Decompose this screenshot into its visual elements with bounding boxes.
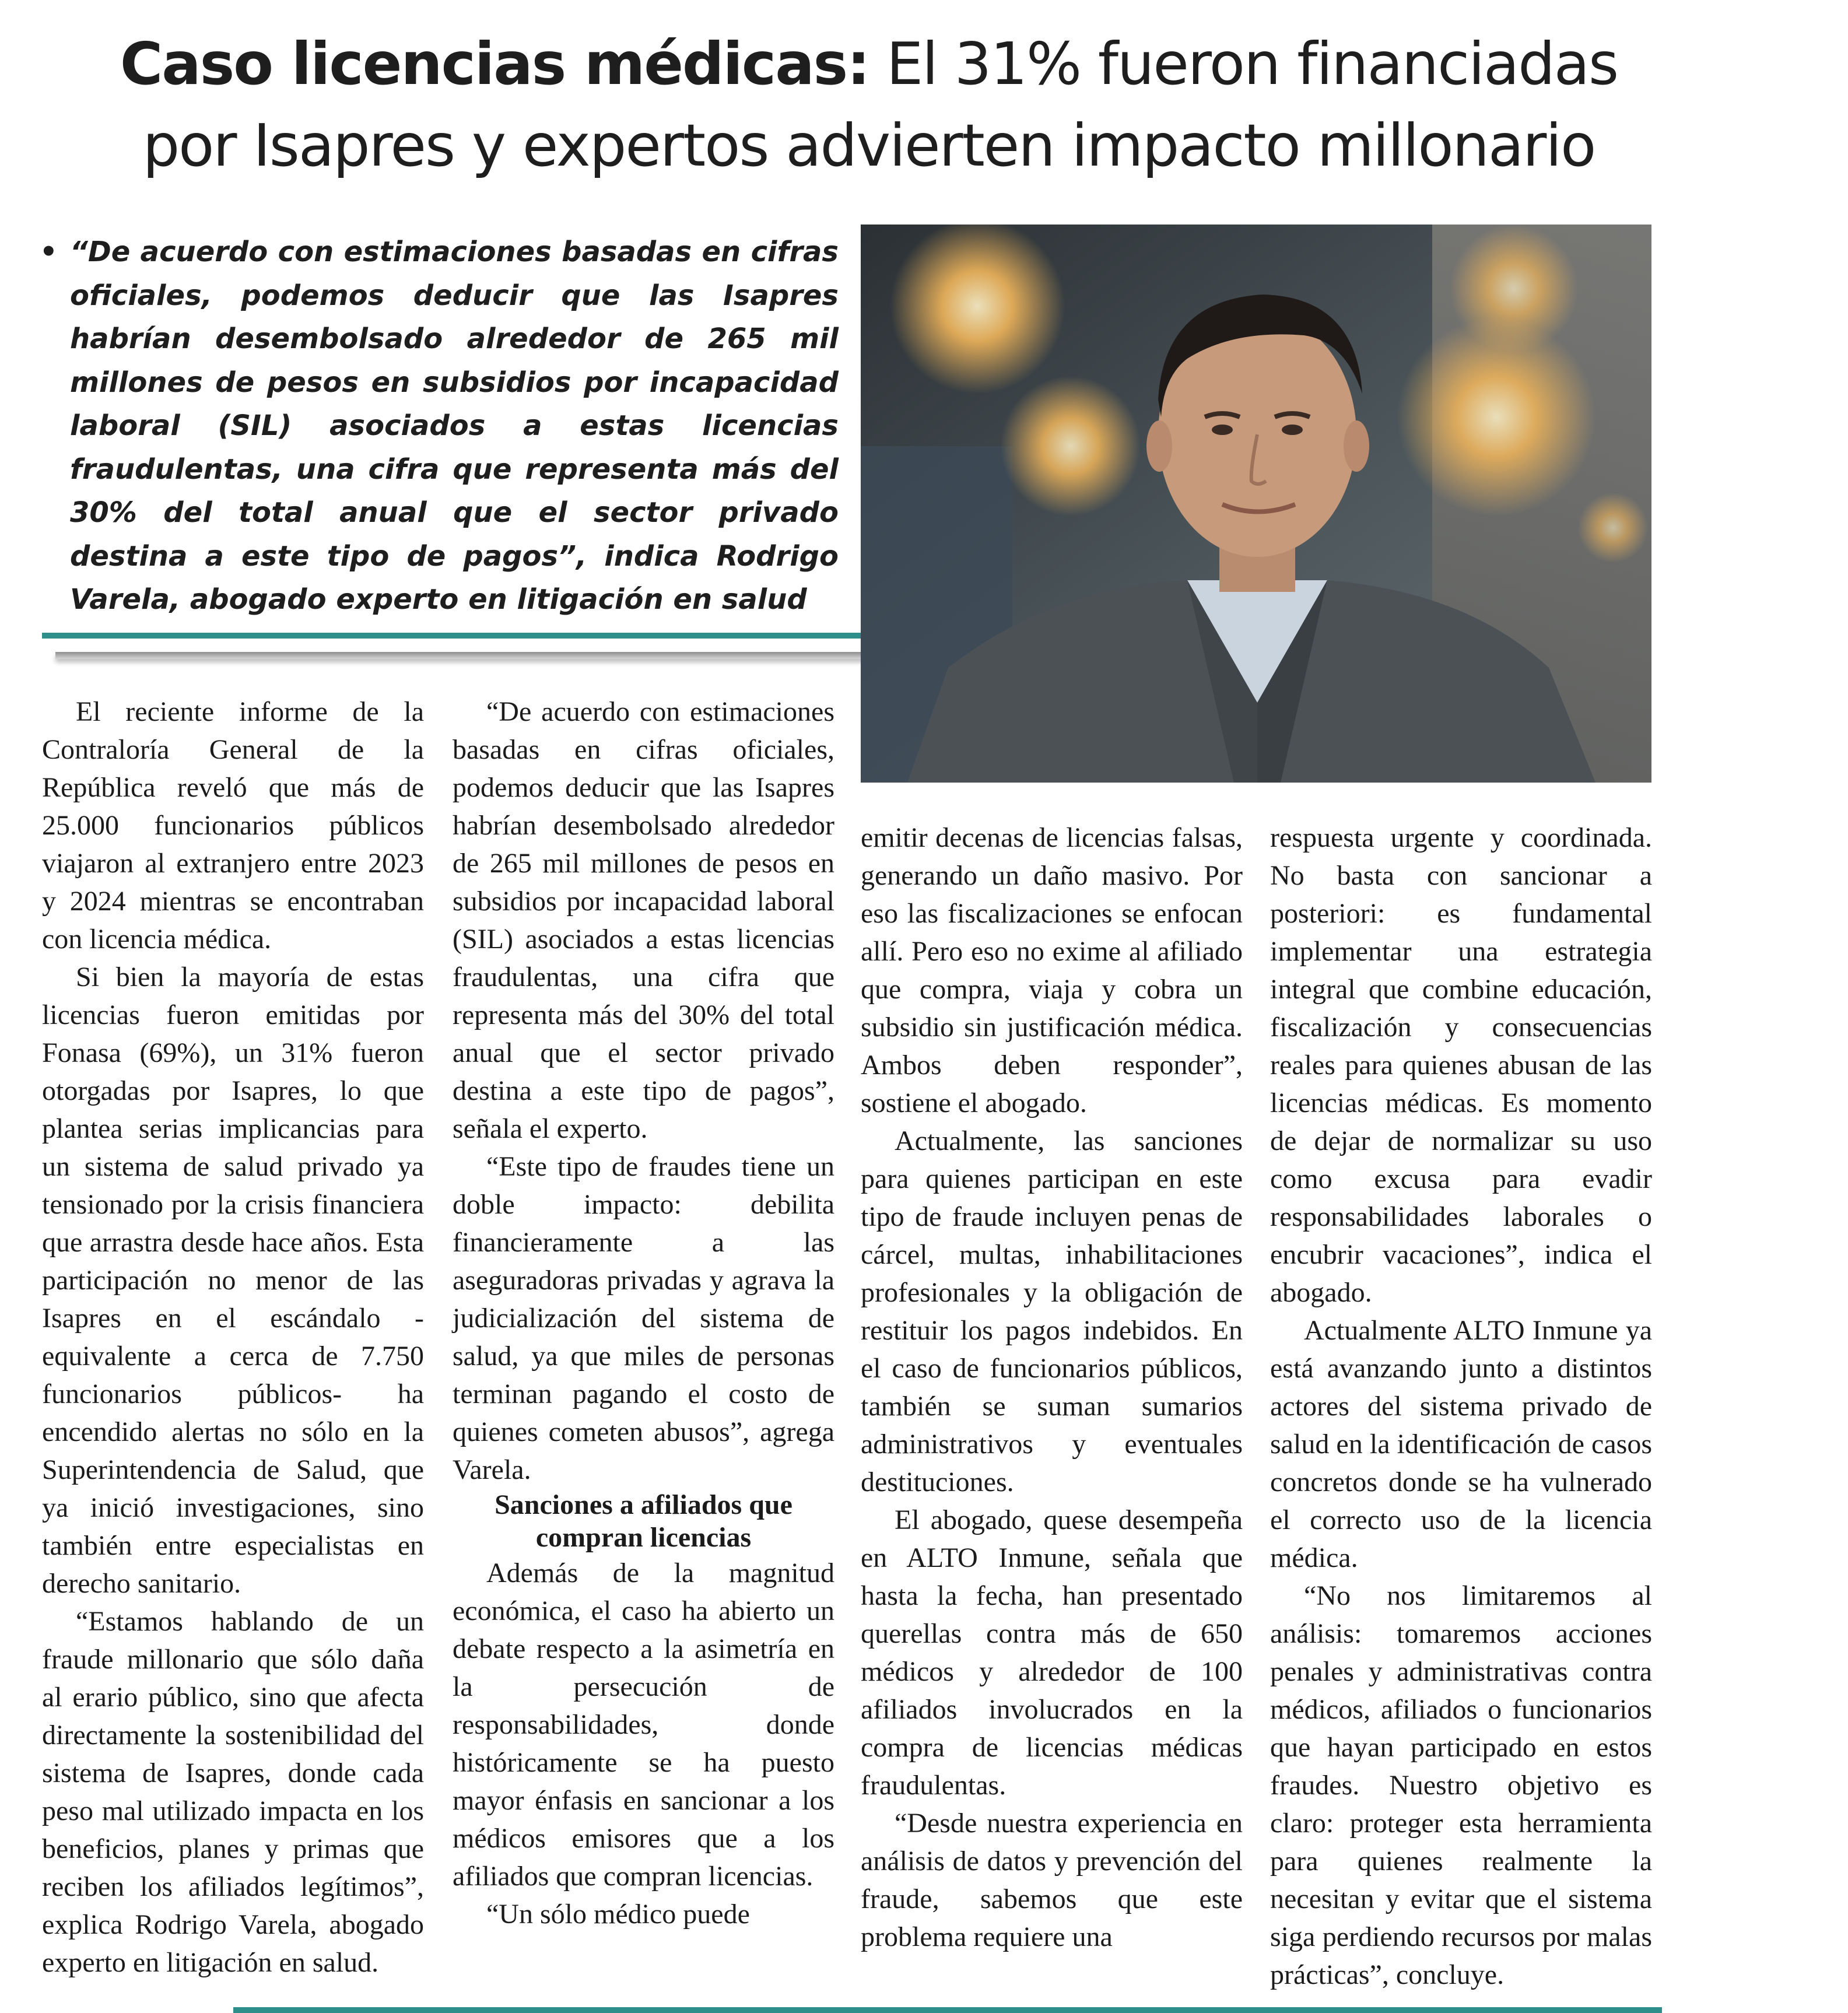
- portrait-image: [861, 225, 1651, 783]
- headline-bold: Caso licencias médicas:: [120, 30, 869, 98]
- paragraph: Actualmente ALTO Inmune ya está avanzando junto a distintos actores del sistema privado de salud en la identificación de casos concretos donde se ha vulnerado el correcto uso de la licencia médica.: [1270, 1315, 1652, 1573]
- paragraph: emitir decenas de licencias falsas, generando un daño masivo. Por eso las fiscalizaciones se enfocan allí. Pero eso no exime al afiliado que compra, viaja y cobra un subsidio sin justificación médica. Ambos deben responder”, sostiene el abogado.: [861, 822, 1243, 1118]
- headline-rest: El 31% fueron financiadas por Isapres y expertos advierten impacto millonario: [142, 30, 1618, 180]
- headline: [76, 23, 1662, 187]
- section-subheading: Sanciones a afiliados que compran licencias: [495, 1489, 792, 1553]
- article-column-3: [861, 819, 1243, 1956]
- lead-quote-text: “De acuerdo con estimaciones basadas en cifras oficiales, podemos deducir que las Isapres habrían desembolsado alrededor de 265 mil millones de pesos en subsidios por incapacidad laboral (SIL) asociados a estas licencias fraudulentas, una cifra que representa más del 30% del total anual que el sector privado destina a este tipo de pagos”, indica Rodrigo Varela, abogado experto en litigación en salud: [70, 236, 839, 616]
- paragraph: “De acuerdo con estimaciones basadas en cifras oficiales, podemos deducir que las Isapres habrían desembolsado alrededor de 265 mil millones de pesos en subsidios por incapacidad laboral (SIL) asociados a estas licencias fraudulentas, una cifra que representa más del 30% del total anual que el sector privado destina a este tipo de pagos”, señala el experto.: [453, 696, 834, 1144]
- paragraph: Si bien la mayoría de estas licencias fueron emitidas por Fonasa (69%), un 31% fueron otorgadas por Isapres, lo que plantea serias implicancias para un sistema de salud privado ya tensionado por la crisis financiera que arrastra desde hace años. Esta participación no menor de las Isapres en el escándalo -equivalente a cerca de 7.750 funcionarios públicos- ha encendido alertas no sólo en la Superintendencia de Salud, que ya inició investigaciones, sino también entre especialistas en derecho sanitario.: [42, 962, 424, 1599]
- paragraph: El abogado, quese desempeña en ALTO Inmune, señala que hasta la fecha, han presentado querellas contra más de 650 médicos y alrededor de 100 afiliados involucrados en la compra de licencias médicas fraudulentas.: [861, 1505, 1243, 1801]
- paragraph: “Un sólo médico puede: [486, 1899, 750, 1930]
- lead-quote: [40, 230, 839, 622]
- paragraph: El reciente informe de la Contraloría General de la República reveló que más de 25.000 funcionarios públicos viajaron al extranjero entre 2023 y 2024 mientras se encontraban con licencia médica.: [42, 696, 424, 955]
- paragraph: “Estamos hablando de un fraude millonario que sólo daña al erario público, sino que afecta directamente la sostenibilidad del sistema de Isapres, donde cada peso mal utilizado impacta en los beneficios, planes y primas que reciben los afiliados legítimos”, explica Rodrigo Varela, abogado experto en litigación en salud.: [42, 1606, 424, 1978]
- article-column-2: [453, 693, 834, 1933]
- article-column-1: [42, 693, 424, 1982]
- paragraph: respuesta urgente y coordinada. No basta con sancionar a posteriori: es fundamental implementar una estrategia integral que combine educación, fiscalización y consecuencias reales para quienes abusan de las licencias médicas. Es momento de dejar de normalizar su uso como excusa para evadir responsabilidades laborales o encubrir vacaciones”, indica el abogado.: [1270, 822, 1652, 1308]
- paragraph: “Este tipo de fraudes tiene un doble impacto: debilita financieramente a las aseguradoras privadas y agrava la judicialización del sistema de salud, ya que miles de personas terminan pagando el costo de quienes cometen abusos”, agrega Varela.: [453, 1151, 834, 1485]
- paragraph: “No nos limitaremos al análisis: tomaremos acciones penales y administrativas contra médicos, afiliados o funcionarios que hayan participado en estos fraudes. Nuestro objetivo es claro: proteger esta herramienta para quienes realmente la necesitan y evitar que el sistema siga perdiendo recursos por malas prácticas”, concluye.: [1270, 1580, 1652, 1990]
- portrait-photo: [861, 225, 1651, 783]
- bottom-teal-divider: [233, 2007, 1662, 2013]
- bullet-icon: •: [40, 236, 58, 268]
- paragraph: Actualmente, las sanciones para quienes participan en este tipo de fraude incluyen penas de cárcel, multas, inhabilitaciones profesionales y la obligación de restituir los pagos indebidos. En el caso de funcionarios públicos, también se suman sumarios administrativos y eventuales destituciones.: [861, 1125, 1243, 1498]
- teal-divider: [42, 633, 905, 639]
- paragraph: Además de la magnitud económica, el caso ha abierto un debate respecto a la asimetría en la persecución de responsabilidades, donde históricamente se ha puesto mayor énfasis en sancionar a los médicos emisores que a los afiliados que compran licencias.: [453, 1558, 834, 1892]
- shadow-divider: [55, 652, 878, 659]
- paragraph: “Desde nuestra experiencia en análisis de datos y prevención del fraude, sabemos que este problema requiere una: [861, 1808, 1243, 1952]
- article-column-4: [1270, 819, 1652, 1994]
